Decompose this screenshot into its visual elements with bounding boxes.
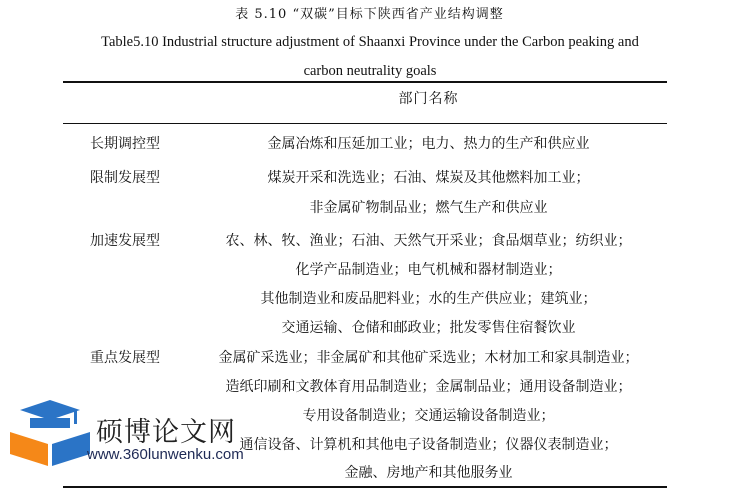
table-bottom-rule	[63, 486, 667, 488]
category-key-development: 重点发展型	[90, 350, 160, 366]
table-caption-en-line1: Table5.10 Industrial structure adjustment of Shaanxi Province under the Carbon peaking and	[101, 34, 639, 50]
watermark-site-name: 硕博论文网	[96, 417, 236, 448]
row-line: 通信设备、计算机和其他电子设备制造业；仪器仪表制造业；	[239, 437, 618, 453]
row-line: 非金属矿物制品业；燃气生产和供应业	[309, 200, 548, 216]
row-line: 专用设备制造业；交通运输设备制造业；	[302, 408, 555, 424]
row-line: 化学产品制造业；电气机械和器材制造业；	[295, 262, 562, 278]
table-caption-en-line2: carbon neutrality goals	[303, 63, 437, 79]
row-line: 农、林、牧、渔业；石油、天然气开采业；食品烟草业；纺织业；	[225, 233, 632, 249]
table-caption-cn: 表 5.10 “双碳”目标下陕西省产业结构调整	[235, 7, 504, 22]
watermark-url: www.360lunwenku.com	[87, 446, 244, 463]
row-line: 造纸印刷和文教体育用品制造业；金属制品业；通用设备制造业；	[225, 379, 632, 395]
column-header-department: 部门名称	[398, 91, 459, 107]
table-header-rule	[63, 123, 667, 124]
row-line: 金融、房地产和其他服务业	[344, 465, 513, 481]
table-top-rule	[63, 81, 667, 83]
category-accelerated: 加速发展型	[90, 233, 160, 249]
category-restricted: 限制发展型	[90, 170, 160, 186]
row-line: 其他制造业和废品肥料业；水的生产供应业；建筑业；	[260, 291, 597, 307]
row-line: 金属冶炼和压延加工业；电力、热力的生产和供应业	[267, 136, 590, 152]
row-line: 金属矿采选业；非金属矿和其他矿采选业；木材加工和家具制造业；	[218, 350, 639, 366]
row-line: 交通运输、仓储和邮政业；批发零售住宿餐饮业	[281, 320, 576, 336]
category-long-term-control: 长期调控型	[90, 136, 160, 152]
row-line: 煤炭开采和洗选业；石油、煤炭及其他燃料加工业；	[267, 170, 590, 186]
